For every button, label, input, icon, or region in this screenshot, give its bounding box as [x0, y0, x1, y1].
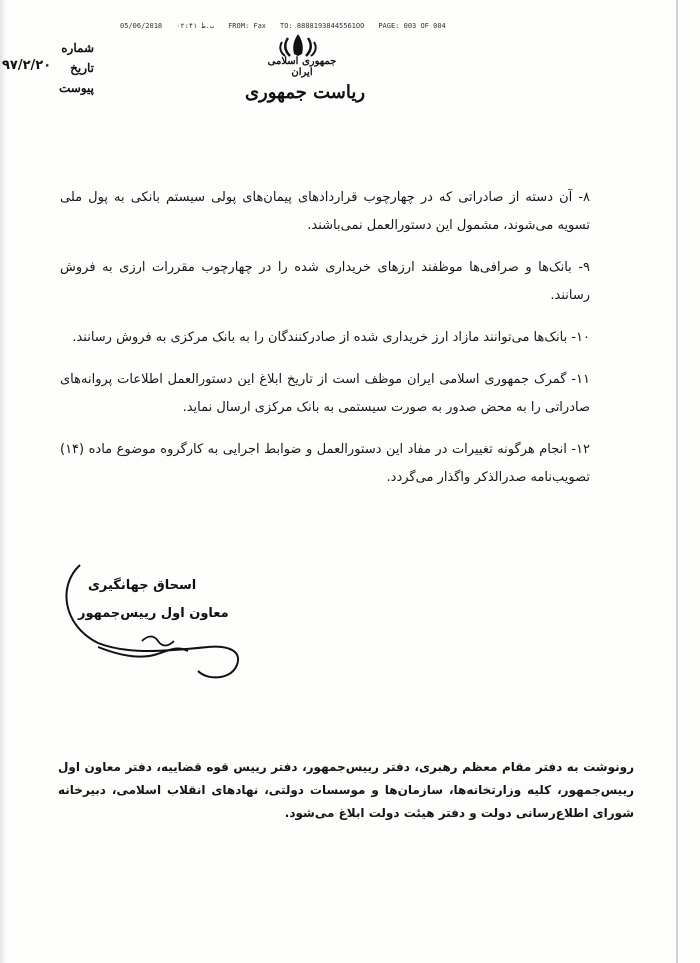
- fax-from: FROM: Fax: [228, 22, 267, 30]
- clause-9: ۹- بانک‌ها و صرافی‌ها موظفند ارزهای خریداری شده را در چهارچوب مقررات ارزی به فروش رسانند.: [60, 260, 590, 303]
- signatory-title: معاون اول رییس‌جمهور: [78, 606, 229, 621]
- fax-header: [120, 22, 520, 30]
- fax-date: 05/06/2018: [120, 22, 163, 30]
- fax-to: TO: 88881938445561OO: [280, 22, 365, 30]
- letter-body: [60, 184, 590, 506]
- fax-page: PAGE: 003 OF 004: [378, 22, 446, 30]
- meta-number-row: [4, 38, 94, 58]
- carbon-copy-list: رونوشت به دفتر مقام معظم رهبری، دفتر رییس‌جمهور، دفتر رییس قوه قضاییه، دفتر معاون اول رییس‌جمهور، کلیه وزارتخانه‌ها، سازمان‌ها و موسسات دولتی، نهادهای انقلاب اسلامی، دبیرخانه شورای اطلاع‌رسانی دولت و دفتر هیئت دولت ابلاغ می‌شود.: [58, 760, 634, 820]
- meta-attachment-label: پیوست: [59, 81, 94, 95]
- clause-10: ۱۰- بانک‌ها می‌توانند مازاد ارز خریداری شده از صادرکنندگان را به بانک مرکزی به فروش رسانند.: [72, 330, 590, 345]
- meta-attachment-row: [4, 78, 94, 98]
- national-emblem-icon: [276, 32, 320, 58]
- signatory-name: اسحاق جهانگیری: [88, 578, 197, 593]
- scan-edge-line: [676, 0, 678, 963]
- clause-11: ۱۱- گمرک جمهوری اسلامی ایران موظف است از تاریخ ابلاغ این دستورالعمل اطلاعات پروانه‌های صادراتی را به محض صدور به صورت سیستمی به بانک مرکزی ارسال نماید.: [60, 372, 590, 415]
- clause-12: ۱۲- انجام هرگونه تغییرات در مفاد این دستورالعمل و ضوابط اجرایی به کارگروه موضوع ماده (۱۴) تصویب‌نامه صدرالذکر واگذار می‌گردد.: [60, 442, 590, 485]
- fax-time: ب.ظ ۰۲:۴۱: [176, 22, 215, 30]
- meta-number-label: شماره: [61, 41, 94, 55]
- state-name: جمهوری اسلامی ایران: [267, 56, 337, 78]
- clause-8: ۸- آن دسته از صادراتی که در چهارچوب قراردادهای پیمان‌های پولی سیستم بانکی به پول ملی تسویه می‌شوند، مشمول این دستورالعمل نمی‌باشند.: [60, 190, 590, 233]
- meta-date-value: ۹۷/۲/۲۰: [2, 58, 52, 73]
- office-name: ریاست جمهوری: [244, 82, 366, 103]
- meta-date-label: تاریخ: [70, 61, 94, 75]
- scan-edge-shadow: [0, 0, 6, 963]
